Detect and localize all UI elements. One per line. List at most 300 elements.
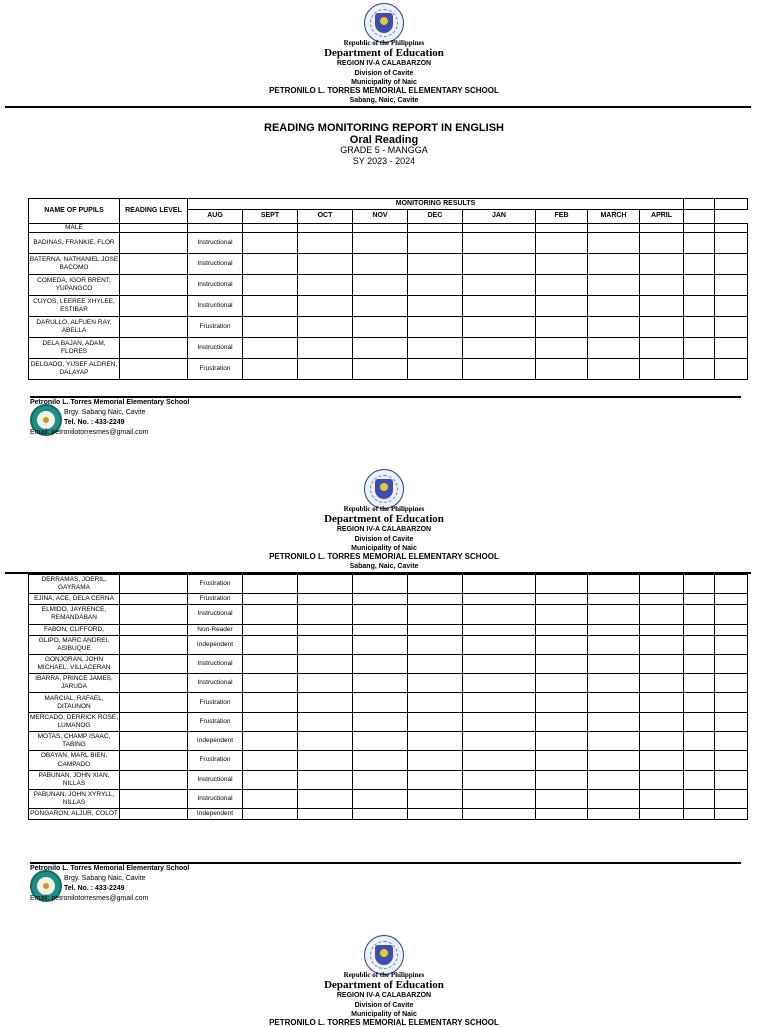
aug-result: Non-Reader xyxy=(188,624,243,635)
result-cell xyxy=(640,605,684,624)
month-header: JAN xyxy=(463,210,536,224)
aug-result: Instructional xyxy=(188,338,243,359)
result-cell xyxy=(243,594,298,605)
pupil-name: DELA BAJAN, ADAM, FLORES xyxy=(29,338,120,359)
result-cell xyxy=(684,605,715,624)
result-cell xyxy=(588,809,640,820)
result-cell xyxy=(640,674,684,693)
result-cell xyxy=(298,770,353,789)
table-row xyxy=(29,605,748,624)
reading-level-cell xyxy=(120,338,188,359)
result-cell xyxy=(463,254,536,275)
reading-level-cell xyxy=(120,233,188,254)
result-cell xyxy=(640,296,684,317)
aug-result: Independent xyxy=(188,809,243,820)
result-cell xyxy=(684,317,715,338)
header-rule xyxy=(5,106,751,108)
result-cell xyxy=(243,674,298,693)
table-row xyxy=(29,296,748,317)
result-cell xyxy=(640,359,684,380)
result-cell xyxy=(715,624,748,635)
result-cell xyxy=(640,575,684,594)
result-cell xyxy=(684,712,715,731)
result-cell xyxy=(243,809,298,820)
result-cell xyxy=(298,635,353,654)
result-cell xyxy=(684,296,715,317)
result-cell xyxy=(536,624,588,635)
table-row xyxy=(29,654,748,673)
pupil-name: ELMIDO, JAYRENCE, REMANDABAN xyxy=(29,605,120,624)
school-year: SY 2023 - 2024 xyxy=(352,156,416,166)
reading-level-cell xyxy=(120,751,188,770)
result-cell xyxy=(408,359,463,380)
table-row xyxy=(29,624,748,635)
result-cell xyxy=(243,732,298,751)
result-cell xyxy=(684,233,715,254)
month-header: AUG xyxy=(188,210,243,224)
reading-level-cell xyxy=(120,605,188,624)
result-cell xyxy=(640,624,684,635)
pupil-name: GLIPO, MARC ANDREI, ASIBUQUE xyxy=(29,635,120,654)
reading-level-cell xyxy=(120,317,188,338)
result-cell xyxy=(408,770,463,789)
pupil-name: CUYOS, LEEREE XHYLEE, ESTIBAR xyxy=(29,296,120,317)
table-row xyxy=(29,770,748,789)
result-cell xyxy=(243,317,298,338)
result-cell xyxy=(243,575,298,594)
aug-result: Instructional xyxy=(188,770,243,789)
result-cell xyxy=(715,654,748,673)
result-cell xyxy=(684,254,715,275)
result-cell xyxy=(353,275,408,296)
table-row xyxy=(29,712,748,731)
result-cell xyxy=(408,674,463,693)
result-cell xyxy=(588,751,640,770)
result-cell xyxy=(536,654,588,673)
result-cell xyxy=(408,635,463,654)
result-cell xyxy=(588,693,640,712)
result-cell xyxy=(353,594,408,605)
table-row xyxy=(29,254,748,275)
result-cell xyxy=(353,654,408,673)
table-row xyxy=(29,233,748,254)
result-cell xyxy=(408,338,463,359)
reading-level-cell xyxy=(120,296,188,317)
pupil-name: FABON, CLIFFORD, xyxy=(29,624,120,635)
republic-label: Republic of the Philippines xyxy=(343,39,425,47)
aug-result: Instructional xyxy=(188,605,243,624)
result-cell xyxy=(588,296,640,317)
result-cell xyxy=(463,809,536,820)
result-cell xyxy=(298,751,353,770)
result-cell xyxy=(298,317,353,338)
result-cell xyxy=(684,594,715,605)
name-column-header: NAME OF PUPILS xyxy=(29,199,120,224)
result-cell xyxy=(715,635,748,654)
result-cell xyxy=(353,605,408,624)
aug-result: Instructional xyxy=(188,254,243,275)
result-cell xyxy=(463,693,536,712)
result-cell xyxy=(408,296,463,317)
result-cell xyxy=(243,254,298,275)
school-name: PETRONILO L. TORRES MEMORIAL ELEMENTARY SCHOOL xyxy=(269,552,499,561)
aug-result: Frustration xyxy=(188,751,243,770)
republic-label: Republic of the Philippines xyxy=(343,971,425,979)
school-name: PETRONILO L. TORRES MEMORIAL ELEMENTARY SCHOOL xyxy=(269,1018,499,1027)
result-cell xyxy=(463,338,536,359)
report-title: READING MONITORING REPORT IN ENGLISH xyxy=(264,122,504,134)
result-cell xyxy=(536,575,588,594)
result-cell xyxy=(353,751,408,770)
reading-level-cell xyxy=(120,635,188,654)
division-label: Division of Cavite xyxy=(354,1002,414,1009)
pupil-name: GONJORAN, JOHN MICHAEL, VILLACERAN xyxy=(29,654,120,673)
result-cell xyxy=(684,624,715,635)
result-cell xyxy=(408,809,463,820)
municipality-label: Municipality of Naic xyxy=(351,79,417,86)
result-cell xyxy=(298,712,353,731)
result-cell xyxy=(715,275,748,296)
result-cell xyxy=(536,275,588,296)
result-cell xyxy=(715,296,748,317)
result-cell xyxy=(536,809,588,820)
result-cell xyxy=(243,296,298,317)
pupil-name: DERRAMAS, JOERIL, GAYRAMA xyxy=(29,575,120,594)
result-cell xyxy=(298,359,353,380)
result-cell xyxy=(588,674,640,693)
result-cell xyxy=(463,789,536,808)
footer-rule xyxy=(30,396,741,398)
result-cell xyxy=(684,809,715,820)
result-cell xyxy=(640,275,684,296)
result-cell xyxy=(243,233,298,254)
table-row xyxy=(29,359,748,380)
footer-rule xyxy=(30,862,741,864)
result-cell xyxy=(298,296,353,317)
reading-level-cell xyxy=(120,359,188,380)
result-cell xyxy=(684,359,715,380)
result-cell xyxy=(463,317,536,338)
result-cell xyxy=(463,275,536,296)
result-cell xyxy=(715,594,748,605)
result-cell xyxy=(408,594,463,605)
blank-header-cell xyxy=(715,199,748,210)
result-cell xyxy=(408,317,463,338)
result-cell xyxy=(715,693,748,712)
aug-result: Independent xyxy=(188,732,243,751)
footer-address: Brgy. Sabang Naic, Cavite xyxy=(64,875,146,882)
result-cell xyxy=(684,674,715,693)
result-cell xyxy=(536,605,588,624)
result-cell xyxy=(243,624,298,635)
result-cell xyxy=(243,712,298,731)
reading-level-cell xyxy=(120,594,188,605)
result-cell xyxy=(536,674,588,693)
result-cell xyxy=(298,693,353,712)
result-cell xyxy=(588,254,640,275)
result-cell xyxy=(408,275,463,296)
result-cell xyxy=(640,594,684,605)
result-cell xyxy=(463,575,536,594)
result-cell xyxy=(684,338,715,359)
result-cell xyxy=(588,654,640,673)
table-row xyxy=(29,693,748,712)
month-header: MARCH xyxy=(588,210,640,224)
result-cell xyxy=(463,359,536,380)
pupil-name: DARULLO, ALFUEN RAY, ABELLA xyxy=(29,317,120,338)
result-cell xyxy=(588,624,640,635)
result-cell xyxy=(298,605,353,624)
table-row xyxy=(29,338,748,359)
result-cell xyxy=(536,789,588,808)
result-cell xyxy=(463,674,536,693)
result-cell xyxy=(243,654,298,673)
result-cell xyxy=(353,254,408,275)
reading-level-cell xyxy=(120,809,188,820)
month-header: SEPT xyxy=(243,210,298,224)
pupil-name: OBAYAN, MARL BIEN, CAMPADO xyxy=(29,751,120,770)
municipality-label: Municipality of Naic xyxy=(351,545,417,552)
result-cell xyxy=(408,693,463,712)
result-cell xyxy=(715,575,748,594)
result-cell xyxy=(715,751,748,770)
month-header xyxy=(684,210,715,224)
month-header: OCT xyxy=(298,210,353,224)
result-cell xyxy=(684,751,715,770)
result-cell xyxy=(463,712,536,731)
result-cell xyxy=(715,770,748,789)
result-cell xyxy=(588,732,640,751)
republic-label: Republic of the Philippines xyxy=(343,505,425,513)
result-cell xyxy=(684,654,715,673)
result-cell xyxy=(536,359,588,380)
result-cell xyxy=(408,624,463,635)
result-cell xyxy=(408,233,463,254)
result-cell xyxy=(536,254,588,275)
result-cell xyxy=(463,624,536,635)
result-cell xyxy=(684,770,715,789)
result-cell xyxy=(298,338,353,359)
result-cell xyxy=(353,693,408,712)
reading-level-cell xyxy=(120,674,188,693)
result-cell xyxy=(463,233,536,254)
result-cell xyxy=(536,338,588,359)
result-cell xyxy=(408,654,463,673)
result-cell xyxy=(588,275,640,296)
reading-level-cell xyxy=(120,575,188,594)
table-row xyxy=(29,674,748,693)
table-row xyxy=(29,789,748,808)
result-cell xyxy=(243,359,298,380)
result-cell xyxy=(463,605,536,624)
result-cell xyxy=(463,594,536,605)
result-cell xyxy=(684,693,715,712)
result-cell xyxy=(640,635,684,654)
result-cell xyxy=(715,605,748,624)
pupil-name: DELGADO, YUSEF ALDREN, DALAYAP xyxy=(29,359,120,380)
reading-level-cell xyxy=(120,770,188,789)
result-cell xyxy=(298,654,353,673)
pupil-name: BATERNA, NATHANIEL JOSE BACOMO xyxy=(29,254,120,275)
result-cell xyxy=(408,254,463,275)
result-cell xyxy=(298,575,353,594)
result-cell xyxy=(640,789,684,808)
result-cell xyxy=(640,732,684,751)
reading-level-cell xyxy=(120,254,188,275)
result-cell xyxy=(640,751,684,770)
result-cell xyxy=(588,594,640,605)
table-row xyxy=(29,732,748,751)
pupil-name: COMEDA, IGOR BRENT, YUPANGCO xyxy=(29,275,120,296)
deped-seal-icon xyxy=(364,935,404,975)
result-cell xyxy=(298,233,353,254)
result-cell xyxy=(353,712,408,731)
result-cell xyxy=(536,751,588,770)
pupil-name: MARCIAL, RAFAEL, DITAUNON xyxy=(29,693,120,712)
pupil-name: PABUNAN, JOHN XIAN, NILLAS xyxy=(29,770,120,789)
pupil-name: MOTAS, CHAMP ISAAC, TABING xyxy=(29,732,120,751)
result-cell xyxy=(463,751,536,770)
result-cell xyxy=(408,605,463,624)
result-cell xyxy=(353,789,408,808)
monitoring-results-header: MONITORING RESULTS xyxy=(188,199,684,210)
result-cell xyxy=(243,770,298,789)
result-cell xyxy=(715,338,748,359)
month-header: FEB xyxy=(536,210,588,224)
result-cell xyxy=(588,359,640,380)
aug-result: Instructional xyxy=(188,789,243,808)
result-cell xyxy=(536,296,588,317)
result-cell xyxy=(588,338,640,359)
grade-section: GRADE 5 - MANGGA xyxy=(340,145,428,155)
result-cell xyxy=(353,575,408,594)
result-cell xyxy=(640,693,684,712)
result-cell xyxy=(408,575,463,594)
footer-tel: Tel. No. : 433-2249 xyxy=(64,419,125,426)
school-name: PETRONILO L. TORRES MEMORIAL ELEMENTARY SCHOOL xyxy=(269,86,499,95)
result-cell xyxy=(298,732,353,751)
aug-result: Frustration xyxy=(188,594,243,605)
footer-address: Brgy. Sabang Naic, Cavite xyxy=(64,409,146,416)
department-label: Department of Education xyxy=(324,47,444,59)
table-row xyxy=(29,751,748,770)
result-cell xyxy=(298,254,353,275)
result-cell xyxy=(715,712,748,731)
reading-level-cell xyxy=(120,712,188,731)
table-row xyxy=(29,275,748,296)
reading-level-cell xyxy=(120,693,188,712)
month-header: APRIL xyxy=(640,210,684,224)
result-cell xyxy=(536,732,588,751)
result-cell xyxy=(243,275,298,296)
result-cell xyxy=(408,712,463,731)
report-subtitle: Oral Reading xyxy=(349,134,419,146)
result-cell xyxy=(715,809,748,820)
result-cell xyxy=(298,624,353,635)
division-label: Division of Cavite xyxy=(354,70,414,77)
result-cell xyxy=(640,809,684,820)
result-cell xyxy=(640,254,684,275)
school-address: Sabang, Naic, Cavite xyxy=(349,563,419,570)
result-cell xyxy=(640,317,684,338)
result-cell xyxy=(463,770,536,789)
aug-result: Frustration xyxy=(188,317,243,338)
result-cell xyxy=(243,751,298,770)
pupil-name: PONGARON, ALJUR, COLOT xyxy=(29,809,120,820)
aug-result: Independent xyxy=(188,635,243,654)
result-cell xyxy=(715,789,748,808)
division-label: Division of Cavite xyxy=(354,536,414,543)
table-row xyxy=(29,317,748,338)
result-cell xyxy=(715,254,748,275)
result-cell xyxy=(298,809,353,820)
result-cell xyxy=(536,594,588,605)
aug-result: Instructional xyxy=(188,296,243,317)
table-row xyxy=(29,575,748,594)
result-cell xyxy=(640,770,684,789)
result-cell xyxy=(353,296,408,317)
result-cell xyxy=(243,605,298,624)
result-cell xyxy=(640,233,684,254)
school-address: Sabang, Naic, Cavite xyxy=(349,97,419,104)
result-cell xyxy=(588,575,640,594)
result-cell xyxy=(353,338,408,359)
result-cell xyxy=(588,789,640,808)
result-cell xyxy=(463,296,536,317)
result-cell xyxy=(684,635,715,654)
department-label: Department of Education xyxy=(324,979,444,991)
aug-result: Instructional xyxy=(188,674,243,693)
result-cell xyxy=(684,575,715,594)
aug-result: Frustration xyxy=(188,712,243,731)
result-cell xyxy=(588,635,640,654)
result-cell xyxy=(588,605,640,624)
result-cell xyxy=(715,674,748,693)
blank-header-cell xyxy=(684,199,715,210)
table-row xyxy=(29,635,748,654)
monitoring-table-continued xyxy=(28,574,748,820)
result-cell xyxy=(353,635,408,654)
table-row xyxy=(29,594,748,605)
result-cell xyxy=(640,712,684,731)
result-cell xyxy=(353,809,408,820)
footer-school: Petronilo L. Torres Memorial Elementary School xyxy=(30,865,190,872)
pupil-name: MERCADO, DERRICK ROSE, LUMANOG xyxy=(29,712,120,731)
result-cell xyxy=(536,712,588,731)
aug-result: Frustration xyxy=(188,693,243,712)
result-cell xyxy=(408,732,463,751)
result-cell xyxy=(353,317,408,338)
reading-level-cell xyxy=(120,624,188,635)
result-cell xyxy=(353,624,408,635)
result-cell xyxy=(640,338,684,359)
footer-school: Petronilo L. Torres Memorial Elementary School xyxy=(30,399,190,406)
result-cell xyxy=(684,275,715,296)
result-cell xyxy=(298,674,353,693)
pupil-name: IBARRA, PRINCE JAMES, JARUDA xyxy=(29,674,120,693)
result-cell xyxy=(684,732,715,751)
table-row xyxy=(29,809,748,820)
deped-seal-icon xyxy=(364,469,404,509)
result-cell xyxy=(640,654,684,673)
result-cell xyxy=(408,751,463,770)
result-cell xyxy=(715,317,748,338)
region-label: REGION IV-A CALABARZON xyxy=(336,992,432,999)
region-label: REGION IV-A CALABARZON xyxy=(336,526,432,533)
result-cell xyxy=(684,789,715,808)
aug-result: Instructional xyxy=(188,275,243,296)
result-cell xyxy=(353,770,408,789)
